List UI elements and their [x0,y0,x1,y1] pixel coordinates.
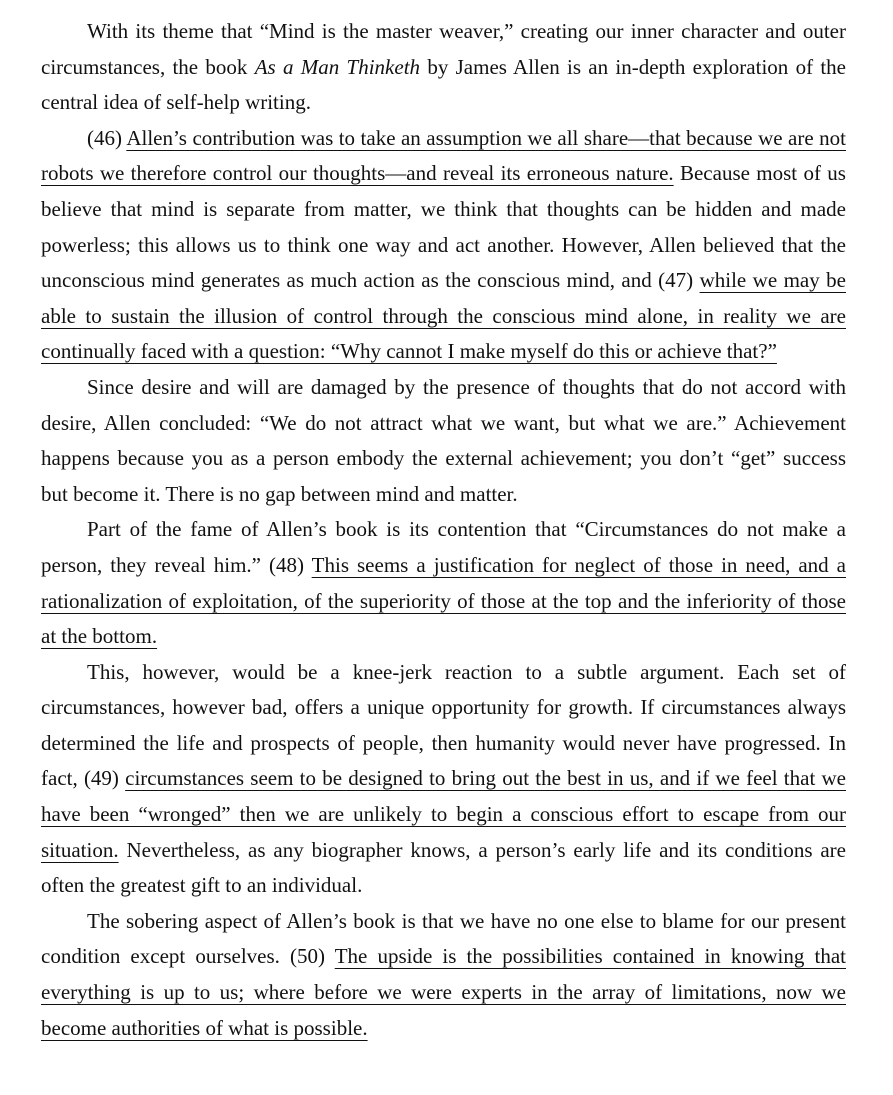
paragraph-text: Nevertheless, as any biographer knows, a person’s early life and its conditions are often the greatest gift to an individual. [41,837,846,898]
question-number-50: (50) [290,944,335,969]
paragraph-text: The sobering aspect of Allen’s book is that we have no one else to blame for our present condition except ourselves. [41,908,846,969]
paragraph-2 [41,121,846,370]
underlined-sentence-48: This seems a justification for neglect of those in need, and a rationalization of exploitation, of the superiority of those at the top and the inferiority of those at the bottom. [41,552,846,649]
paragraph-text: Since desire and will are damaged by the presence of thoughts that do not accord with desire, Allen concluded: “We do not attract what we want, but what we are.” Achievement happens because you as a person embody the external achievement; you don’t “get” success but become it. There is no gap between mind and matter. [41,374,846,506]
paragraph-4 [41,512,846,654]
paragraph-3 [41,370,846,512]
underlined-sentence-46: Allen’s contribution was to take an assumption we all share—that because we are not robots we therefore control our thoughts—and reveal its erroneous nature. [41,125,846,186]
paragraph-text: With its theme that “Mind is the master weaver,” creating our inner character and outer circumstances, the book [41,19,846,79]
question-number-46: (46) [87,125,127,150]
question-number-49: (49) [83,766,126,791]
paragraph-1 [41,14,846,121]
paragraph-text: Because most of us believe that mind is separate from matter, we think that thoughts can be hidden and made powerless; this allows us to think one way and act another. However, Allen believed that the unconscious mind generates as much action as the conscious mind, and [41,161,846,293]
book-title: As a Man Thinketh [254,54,421,79]
paragraph-text: Part of the fame of Allen’s book is its contention that “Circumstances do not make a person, they reveal him.” [41,517,846,577]
underlined-sentence-49: circumstances seem to be designed to bring out the best in us, and if we feel that we have been “wronged” then we are unlikely to begin a conscious effort to escape from our situation. [41,766,846,862]
paragraph-text: by James Allen is an in-depth exploration of the central idea of self-help writing. [41,54,847,115]
paragraph-5 [41,655,846,904]
paragraph-6 [41,904,846,1046]
question-number-47: (47) [658,268,700,293]
underlined-sentence-50: The upside is the possibilities contained in knowing that everything is up to us; where before we were experts in the array of limitations, now we become authorities of what is possible. [41,944,846,1040]
document-page [41,14,846,1046]
underlined-sentence-47: while we may be able to sustain the illusion of control through the conscious mind alone, in reality we are continually faced with a question: “Why cannot I make myself do this or achieve that?” [41,268,846,364]
paragraph-text: This, however, would be a knee-jerk reaction to a subtle argument. Each set of circumstances, however bad, offers a unique opportunity for growth. If circumstances always determined the life and prospects of people, then humanity would never have progressed. In fact, [41,659,846,791]
question-number-48: (48) [269,552,312,577]
